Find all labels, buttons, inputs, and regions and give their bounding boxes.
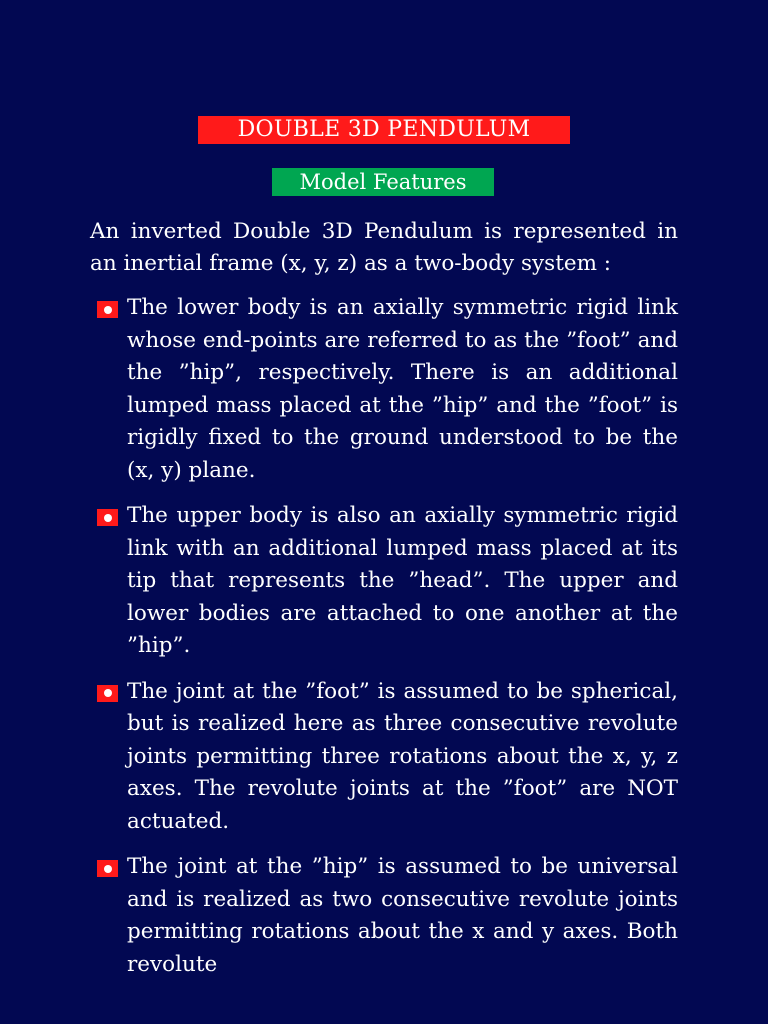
slide-title bbox=[198, 116, 570, 144]
feature-item-text: The joint at the ”hip” is assumed to be universal and is realized as two consecutive revolute joints permitting rotations about the x and y axes. Both revolute bbox=[127, 854, 678, 977]
feature-item-upper-body bbox=[90, 500, 678, 663]
feature-item-text: The upper body is also an axially symmetric rigid link with an additional lumped mass placed at its tip that represents the ”head”. The upper and lower bodies are attached to one another at the ”hip”. bbox=[127, 503, 678, 658]
feature-item-hip-joint bbox=[90, 851, 678, 981]
intro-paragraph: An inverted Double 3D Pendulum is represented in an inertial frame (x, y, z) as a two-body system : bbox=[90, 219, 678, 276]
slide-subtitle-text: Model Features bbox=[299, 170, 467, 194]
slide-subtitle bbox=[272, 168, 494, 196]
bullet-icon bbox=[97, 301, 118, 318]
feature-item-text: The lower body is an axially symmetric rigid link whose end-points are referred to as the ”foot” and the ”hip”, respectively. There is an additional lumped mass placed at the ”hip” and the ”foot” is rigidly fixed to the ground understood to be the (x, y) plane. bbox=[127, 295, 678, 483]
bullet-icon bbox=[97, 860, 118, 877]
slide-title-text: DOUBLE 3D PENDULUM bbox=[237, 117, 531, 142]
feature-item-lower-body bbox=[90, 292, 678, 487]
feature-item-foot-joint bbox=[90, 676, 678, 839]
feature-list bbox=[90, 292, 678, 994]
bullet-icon bbox=[97, 509, 118, 526]
feature-item-text: The joint at the ”foot” is assumed to be spherical, but is realized here as three consecutive revolute joints permitting three rotations about the x, y, z axes. The revolute joints at the ”foot” are NOT actuated. bbox=[127, 678, 678, 834]
bullet-icon bbox=[97, 685, 118, 702]
